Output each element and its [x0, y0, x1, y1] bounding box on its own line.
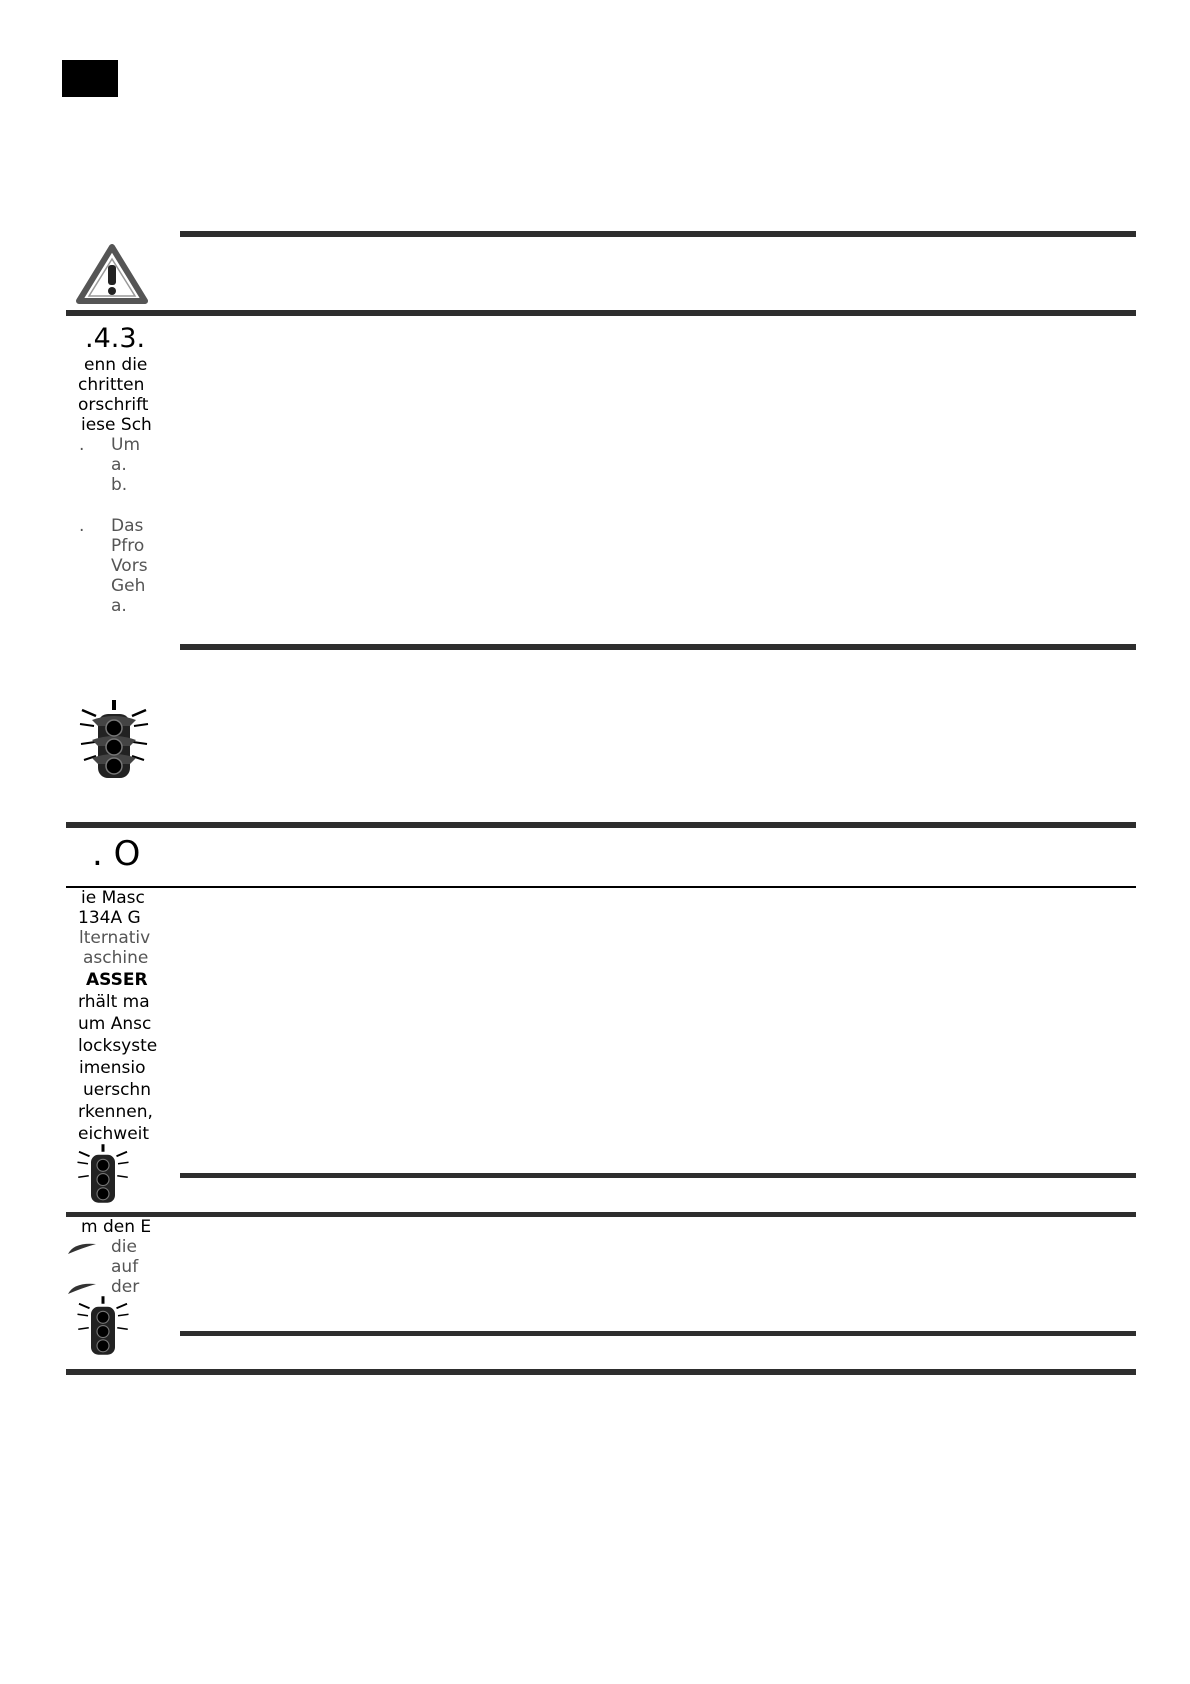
body-line: eichweit — [78, 1124, 150, 1144]
traffic-light-icon — [76, 1144, 130, 1206]
list-item: auf — [111, 1257, 139, 1277]
section-number: .4.3. — [85, 323, 146, 354]
list-item: die — [111, 1237, 137, 1257]
list-item: a. — [111, 596, 127, 616]
list-item: Das — [111, 516, 144, 536]
rule-start-block-c — [66, 1212, 1136, 1217]
body-line: iese Sch — [81, 415, 152, 435]
rule-end-block-b — [180, 1173, 1136, 1178]
section-heading — [92, 834, 140, 874]
page-corner-block — [62, 60, 118, 97]
traffic-light-icon — [76, 1296, 130, 1358]
list-item: Um — [111, 435, 141, 455]
list-item: a. — [111, 455, 127, 475]
arrow-bullet-icon — [68, 1280, 96, 1294]
arrow-bullet-icon — [68, 1240, 96, 1254]
body-line: m den E — [81, 1217, 152, 1237]
traffic-light-icon — [78, 700, 150, 782]
list-item: b. — [111, 475, 128, 495]
list-item: der — [111, 1277, 140, 1297]
body-line: lternativ — [79, 928, 151, 948]
rule-below-warning — [66, 310, 1136, 316]
list-item: Vors — [111, 556, 148, 576]
rule-end-block-c — [180, 1331, 1136, 1336]
section-heading-text: . O — [92, 834, 141, 874]
rule-below-section2 — [66, 886, 1136, 888]
body-line: 134A G — [78, 908, 141, 928]
list-item: Geh — [111, 576, 146, 596]
body-line: locksyste — [78, 1036, 158, 1056]
list-marker: . — [79, 516, 85, 536]
rule-bottom — [66, 1369, 1136, 1375]
body-line: uerschn — [83, 1080, 151, 1100]
body-line: rkennen, — [78, 1102, 153, 1122]
body-line: chritten — [78, 375, 145, 395]
body-line: um Ansc — [78, 1014, 152, 1034]
body-line: orschrift — [78, 395, 149, 415]
warning-triangle-icon — [76, 244, 148, 304]
body-line-emphasis: ASSER — [86, 970, 148, 990]
rule-above-section2 — [66, 822, 1136, 828]
body-line: aschine — [83, 948, 149, 968]
list-marker: . — [79, 435, 85, 455]
list-item: Pfro — [111, 536, 145, 556]
body-line: enn die — [84, 355, 148, 375]
rule-top-warning — [180, 231, 1136, 237]
body-line: imensio — [79, 1058, 146, 1078]
rule-end-block-a — [180, 644, 1136, 650]
body-line: ie Masc — [81, 888, 145, 908]
body-line: rhält ma — [78, 992, 150, 1012]
